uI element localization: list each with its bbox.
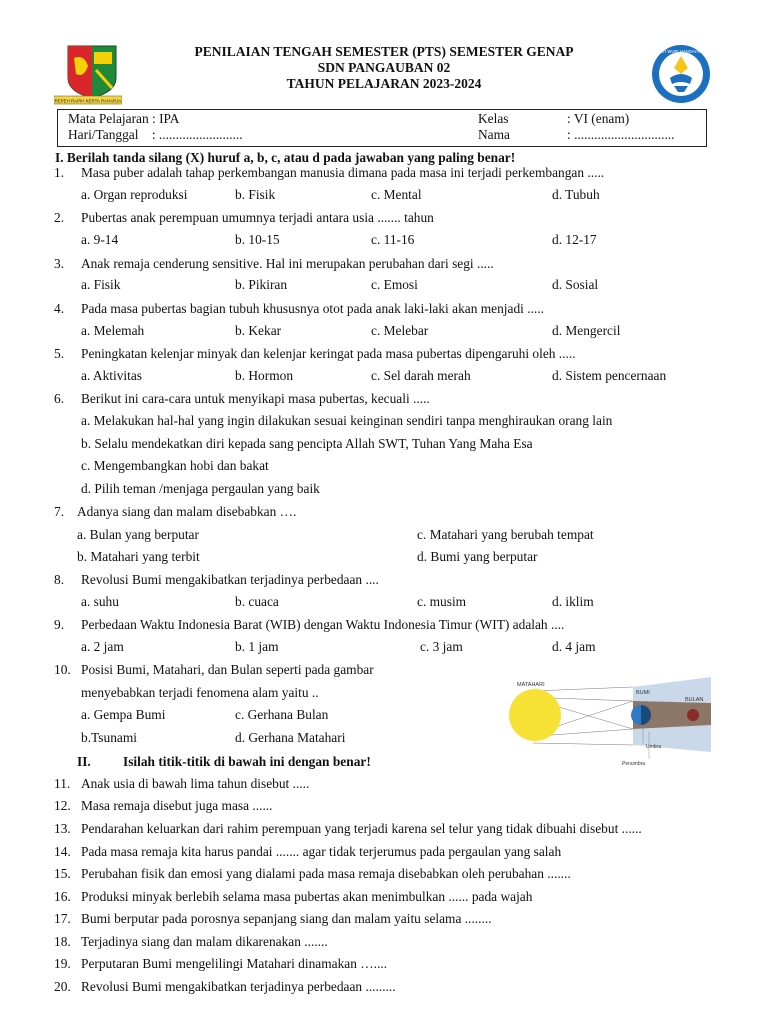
question-number: 11.	[54, 776, 71, 791]
academic-year: TAHUN PELAJARAN 2023-2024	[286, 76, 482, 91]
question-number: 10.	[54, 662, 71, 677]
option-b[interactable]: b. Kekar	[235, 323, 282, 338]
question-text: Perbedaan Waktu Indonesia Barat (WIB) dengan Waktu Indonesia Timur (WIT) adalah ....	[81, 617, 565, 632]
name-label: Nama	[478, 127, 510, 142]
option-a[interactable]: a. 2 jam	[81, 639, 124, 654]
option-c[interactable]: c. musim	[417, 594, 467, 609]
option-d[interactable]: d. Bumi yang berputar	[417, 549, 538, 564]
moon-label: BULAN	[685, 697, 704, 703]
option-d[interactable]: d. 4 jam	[552, 639, 596, 654]
option-d[interactable]: d. iklim	[552, 594, 594, 609]
sun-shape	[509, 689, 561, 741]
question-number: 6.	[54, 391, 65, 406]
section-2-instruction: Isilah titik-titik di bawah ini dengan benar!	[123, 754, 371, 769]
question-text: Peningkatan kelenjar minyak dan kelenjar keringat pada masa pubertas dipengaruhi oleh .....	[81, 346, 576, 361]
question-number: 19.	[54, 956, 71, 971]
option-d[interactable]: d. Pilih teman /menjaga pergaulan yang baik	[81, 481, 320, 496]
option-d[interactable]: d. Tubuh	[552, 187, 600, 202]
question-text: Berikut ini cara-cara untuk menyikapi masa pubertas, kecuali .....	[81, 391, 430, 406]
question-number: 14.	[54, 844, 71, 859]
option-c[interactable]: c. Emosi	[371, 277, 418, 292]
option-c[interactable]: c. Melebar	[371, 323, 429, 338]
option-a[interactable]: a. Gempa Bumi	[81, 707, 166, 722]
option-b[interactable]: b. cuaca	[235, 594, 279, 609]
option-c[interactable]: c. Gerhana Bulan	[235, 707, 329, 722]
question-number: 7.	[54, 504, 65, 519]
question-text: Masa puber adalah tahap perkembangan manusia dimana pada masa ini terjadi perkembangan .....	[81, 165, 605, 180]
lunar-eclipse-diagram	[503, 677, 711, 767]
option-a[interactable]: a. suhu	[81, 594, 119, 609]
date-field[interactable]: Hari/Tanggal : .........................	[68, 127, 243, 142]
earth-label: BUMI	[636, 690, 650, 696]
option-c[interactable]: c. Sel darah merah	[371, 368, 471, 383]
section-2-number: II.	[77, 754, 91, 769]
option-d[interactable]: d. Mengercil	[552, 323, 621, 338]
question-number: 1.	[54, 165, 65, 180]
svg-text:TUT WURI HANDAYANI: TUT WURI HANDAYANI	[658, 49, 704, 54]
option-c[interactable]: c. Mental	[371, 187, 422, 202]
question-number: 15.	[54, 866, 71, 881]
moon-shape	[687, 709, 699, 721]
question-number: 16.	[54, 889, 71, 904]
question-number: 20.	[54, 979, 71, 994]
question-text: Adanya siang dan malam disebabkan ….	[77, 504, 297, 519]
essay-question: Anak usia di bawah lima tahun disebut .....	[81, 776, 310, 791]
essay-question: Bumi berputar pada porosnya sepanjang siang dan malam yaitu selama ........	[81, 911, 492, 926]
question-number: 13.	[54, 821, 71, 836]
option-b[interactable]: b.Tsunami	[81, 730, 137, 745]
option-d[interactable]: d. Gerhana Matahari	[235, 730, 346, 745]
question-text: Pada masa pubertas bagian tubuh khususnya otot pada anak laki-laki akan menjadi .....	[81, 301, 544, 316]
question-text: Pubertas anak perempuan umumnya terjadi antara usia ....... tahun	[81, 210, 434, 225]
question-text: Anak remaja cenderung sensitive. Hal ini merupakan perubahan dari segi .....	[81, 256, 494, 271]
subject-label: Mata Pelajaran : IPA	[68, 111, 180, 126]
question-text: Posisi Bumi, Matahari, dan Bulan seperti pada gambar	[81, 662, 374, 677]
class-value: : VI (enam)	[567, 111, 630, 126]
question-text: Revolusi Bumi mengakibatkan terjadinya perbedaan ....	[81, 572, 379, 587]
svg-text:REPEH RAPIH KERTA RAHARJA: REPEH RAPIH KERTA RAHARJA	[54, 98, 122, 104]
option-d[interactable]: d. 12-17	[552, 232, 597, 247]
option-a[interactable]: a. Bulan yang berputar	[77, 527, 199, 542]
essay-question: Perputaran Bumi mengelilingi Matahari dinamakan …....	[81, 956, 388, 971]
exam-header	[0, 44, 768, 92]
option-d[interactable]: d. Sistem pencernaan	[552, 368, 667, 383]
question-number: 17.	[54, 911, 71, 926]
option-b[interactable]: b. Selalu mendekatkan diri kepada sang pencipta Allah SWT, Tuhan Yang Maha Esa	[81, 436, 533, 451]
essay-question: Pendarahan keluarkan dari rahim perempuan yang terjadi karena sel telur yang tidak dibuahi disebut ......	[81, 821, 642, 836]
essay-question: Produksi minyak berlebih selama masa pubertas akan menimbulkan ...... pada wajah	[81, 889, 533, 904]
question-number: 4.	[54, 301, 65, 316]
option-a[interactable]: a. Aktivitas	[81, 368, 142, 383]
essay-question: Pada masa remaja kita harus pandai ....... agar tidak terjerumus pada pergaulan yang salah	[81, 844, 562, 859]
option-a[interactable]: a. 9-14	[81, 232, 119, 247]
class-label: Kelas	[478, 111, 509, 126]
question-number: 18.	[54, 934, 71, 949]
umbra-label: Umbra	[646, 744, 662, 750]
name-field[interactable]: : ..............................	[567, 127, 675, 142]
question-number: 3.	[54, 256, 65, 271]
option-b[interactable]: b. 1 jam	[235, 639, 279, 654]
essay-question: Perubahan fisik dan emosi yang dialami pada masa remaja disebabkan oleh perubahan .......	[81, 866, 571, 881]
question-number: 5.	[54, 346, 65, 361]
essay-question: Terjadinya siang dan malam dikarenakan .......	[81, 934, 328, 949]
essay-question: Revolusi Bumi mengakibatkan terjadinya perbedaan .........	[81, 979, 396, 994]
option-a[interactable]: a. Melemah	[81, 323, 145, 338]
option-a[interactable]: a. Fisik	[81, 277, 121, 292]
option-a[interactable]: a. Organ reproduksi	[81, 187, 188, 202]
option-c[interactable]: c. Mengembangkan hobi dan bakat	[81, 458, 269, 473]
option-c[interactable]: c. 11-16	[371, 232, 415, 247]
option-b[interactable]: b. Fisik	[235, 187, 276, 202]
question-number: 8.	[54, 572, 65, 587]
option-c[interactable]: c. Matahari yang berubah tempat	[417, 527, 594, 542]
question-number: 2.	[54, 210, 65, 225]
option-b[interactable]: b. Matahari yang terbit	[77, 549, 200, 564]
sun-label: MATAHARI	[517, 682, 545, 688]
option-b[interactable]: b. Pikiran	[235, 277, 288, 292]
question-number: 9.	[54, 617, 65, 632]
option-b[interactable]: b. Hormon	[235, 368, 294, 383]
penumbra-label: Penumbra	[622, 761, 646, 767]
school-name: SDN PANGAUBAN 02	[317, 60, 451, 75]
section-1-instruction: I. Berilah tanda silang (X) huruf a, b, c, atau d pada jawaban yang paling benar!	[55, 150, 516, 165]
option-a[interactable]: a. Melakukan hal-hal yang ingin dilakukan sesuai keinginan sendiri tanpa menghiraukan orang lain	[81, 413, 613, 428]
question-text-continued: menyebabkan terjadi fenomena alam yaitu ..	[81, 685, 319, 700]
essay-question: Masa remaja disebut juga masa ......	[81, 798, 273, 813]
option-b[interactable]: b. 10-15	[235, 232, 280, 247]
exam-title: PENILAIAN TENGAH SEMESTER (PTS) SEMESTER GENAP	[194, 44, 574, 59]
option-d[interactable]: d. Sosial	[552, 277, 599, 292]
question-number: 12.	[54, 798, 71, 813]
option-c[interactable]: c. 3 jam	[420, 639, 463, 654]
